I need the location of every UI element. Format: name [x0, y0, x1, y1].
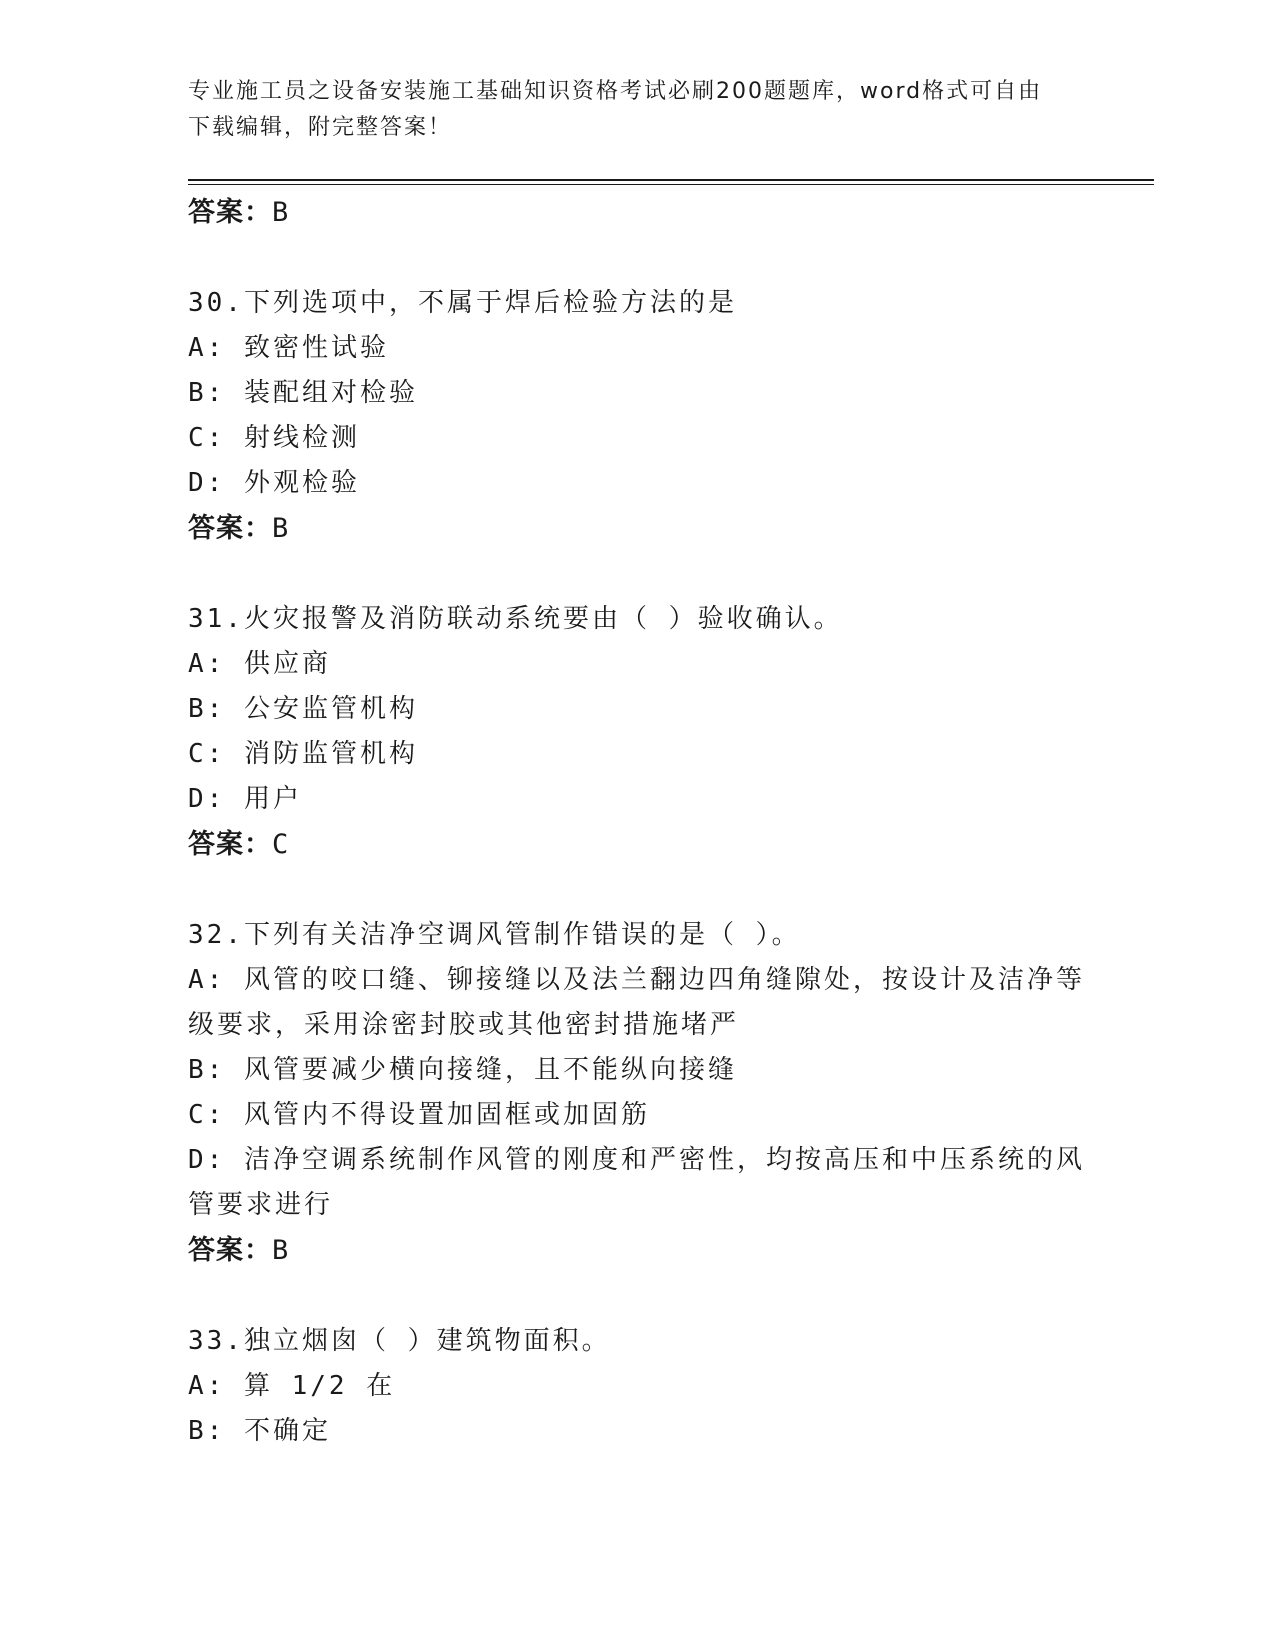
spacer — [188, 1274, 1088, 1319]
question-stem: 32.下列有关洁净空调风管制作错误的是（ ）。 — [188, 920, 801, 950]
option-a: A: 风管的咬口缝、铆接缝以及法兰翻边四角缝隙处，按设计及洁净等 — [188, 965, 1085, 995]
spacer — [188, 868, 1088, 913]
option-a-continued: 级要求，采用涂密封胶或其他密封措施堵严 — [188, 1010, 740, 1040]
question-answer — [188, 506, 1088, 552]
option-d: D: 外观检验 — [188, 468, 360, 498]
answer-value: C — [272, 829, 290, 860]
header-divider-thin — [188, 184, 1154, 185]
answer-value: B — [272, 1235, 290, 1266]
question-stem: 30.下列选项中，不属于焊后检验方法的是 — [188, 288, 737, 318]
spacer — [188, 236, 1088, 281]
answer-value: B — [272, 513, 290, 544]
option-a: A: 供应商 — [188, 649, 331, 679]
answer-value: B — [272, 197, 290, 228]
answer-label: 答案： — [188, 1235, 272, 1266]
spacer — [188, 552, 1088, 597]
question-32 — [188, 913, 1088, 1274]
answer-label: 答案： — [188, 513, 272, 544]
document-header — [188, 74, 1068, 146]
question-31 — [188, 597, 1088, 868]
option-b: B: 公安监管机构 — [188, 694, 418, 724]
question-stem: 31.火灾报警及消防联动系统要由（ ）验收确认。 — [188, 604, 843, 634]
option-b: B: 不确定 — [188, 1416, 331, 1446]
answer-label: 答案： — [188, 829, 272, 860]
header-line-2: 下载编辑，附完整答案！ — [188, 115, 453, 140]
question-answer — [188, 1228, 1088, 1274]
question-answer — [188, 822, 1088, 868]
option-c: C: 消防监管机构 — [188, 739, 418, 769]
question-30 — [188, 281, 1088, 552]
header-line-1: 专业施工员之设备安装施工基础知识资格考试必刷200题题库，word格式可自由 — [188, 79, 1043, 104]
option-b: B: 风管要减少横向接缝，且不能纵向接缝 — [188, 1055, 737, 1085]
option-c: C: 风管内不得设置加固框或加固筋 — [188, 1100, 650, 1130]
question-stem: 33.独立烟囱（ ）建筑物面积。 — [188, 1326, 611, 1356]
question-list — [188, 190, 1088, 1454]
option-c: C: 射线检测 — [188, 423, 360, 453]
header-divider-thick — [188, 179, 1154, 181]
answer-label: 答案： — [188, 197, 272, 228]
option-d: D: 用户 — [188, 784, 302, 814]
previous-answer — [188, 190, 1088, 236]
option-d: D: 洁净空调系统制作风管的刚度和严密性，均按高压和中压系统的风 — [188, 1145, 1085, 1175]
option-a: A: 算 1/2 在 — [188, 1371, 396, 1401]
question-33 — [188, 1319, 1088, 1454]
option-b: B: 装配组对检验 — [188, 378, 418, 408]
option-a: A: 致密性试验 — [188, 333, 389, 363]
option-d-continued: 管要求进行 — [188, 1190, 334, 1220]
